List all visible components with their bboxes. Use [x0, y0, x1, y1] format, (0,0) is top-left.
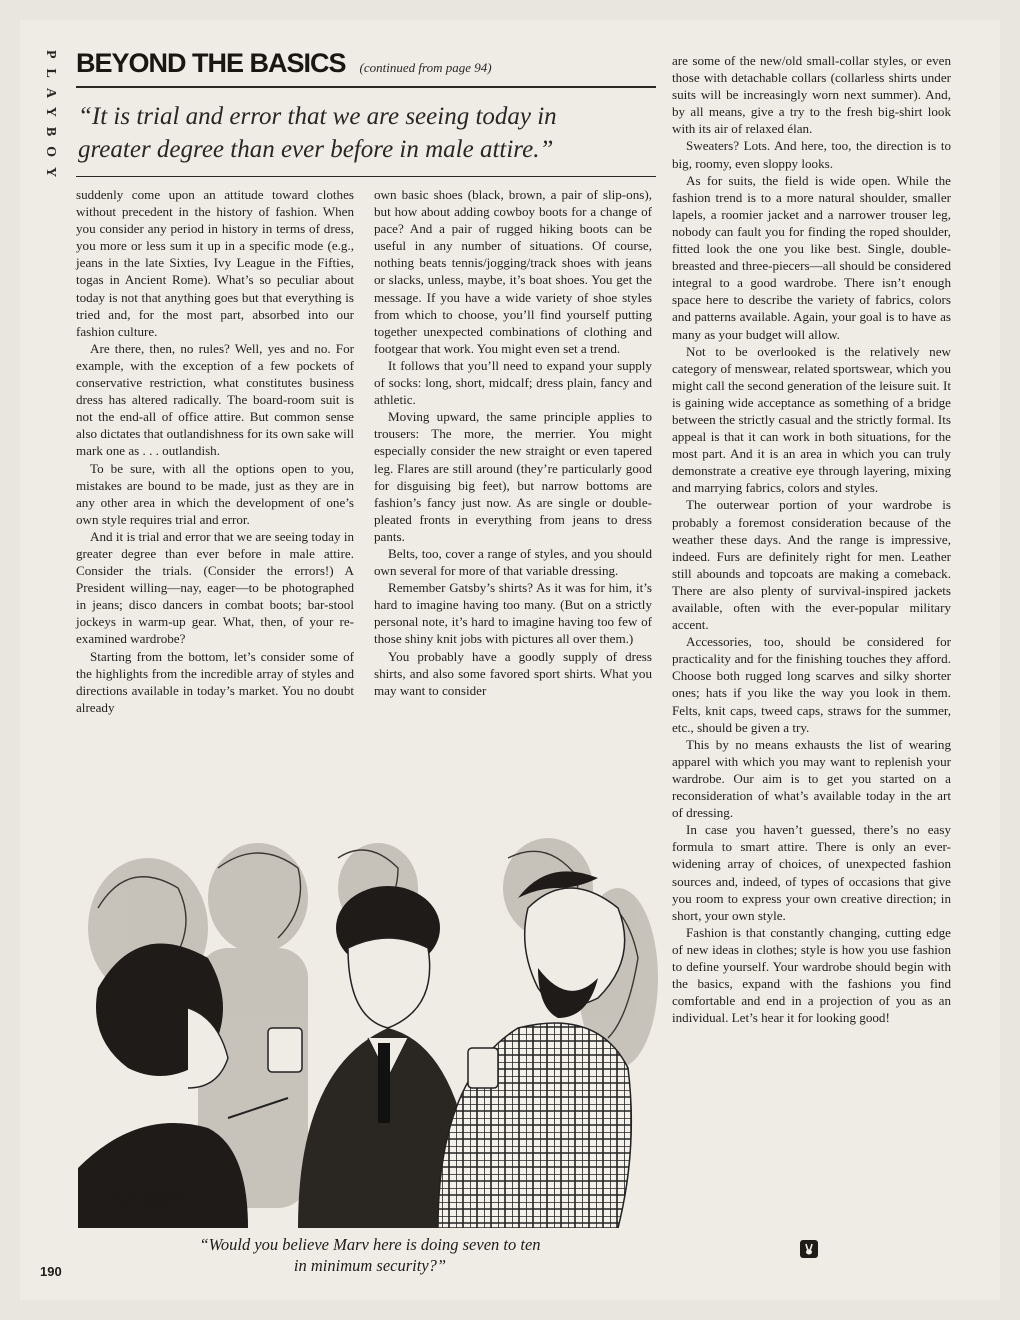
- paragraph: It follows that you’ll need to expand your supply of socks: long, short, midcalf; dress plain, fancy and athletic.: [374, 357, 652, 408]
- cartoon-caption: [120, 1234, 620, 1276]
- side-label-text: PLAYBOY: [43, 50, 58, 188]
- paragraph: As for suits, the field is wide open. While the fashion trend is to a more natural shoulder, smaller lapels, a roomier jacket and a narrower trouser leg, nobody can fault you for finding the roped shoulder, fitted look the one you like best. Single, double-breasted and three-piecers—all should be considered integral to a good wardrobe. There isn’t enough space here to describe the variety of fabrics, colors and patterns available. Again, your goal is to have as many as your budget will allow.: [672, 172, 951, 342]
- caption-line-1: “Would you believe Marv here is doing seven to ten: [199, 1235, 541, 1254]
- paragraph: You probably have a goodly supply of dress shirts, and also some favored sport shirts. What you may want to consider: [374, 648, 652, 698]
- pull-quote-line-2: greater degree than ever before in male attire.”: [78, 136, 554, 163]
- artist-signature: Erikson: [108, 1183, 189, 1212]
- paragraph: In case you haven’t guessed, there’s no easy formula to smart attire. There is only an ever-widening array of choices, of unexpected fashion sources and, indeed, of types of occasions that give you room to express your own creative direction; in short, your own style.: [672, 822, 951, 923]
- cartoon-illustration: [78, 838, 658, 1228]
- pull-quote-line-1: “It is trial and error that we are seeing today in: [78, 103, 557, 130]
- pull-quote: [78, 100, 658, 166]
- paragraph: Remember Gatsby’s shirts? As it was for him, it’s hard to imagine having too many. (But on a strictly personal note, it’s hard to imagine having too few of those shiny knit jobs with pictures all over them.): [374, 580, 652, 647]
- text-column-1: [76, 186, 354, 716]
- paragraph: Are there, then, no rules? Well, yes and no. For example, with the exception of a few pockets of conservative restriction, what constitutes business dress has altered radically. The board-room suit is not the end-all of office attire. But common sense also dictates that outlandishness for its own sake will mark one as . . . outlandish.: [76, 340, 354, 459]
- paragraph: Belts, too, cover a range of styles, and you should own several for more of that variable dressing.: [374, 545, 652, 579]
- paragraph: Accessories, too, should be considered for practicality and for the finishing touches they afford. Choose both rugged long scarves and silky shorter ones; hats if you like the way you look in them. Felts, knit caps, tweed caps, straws for the summer, etc., should be given a try.: [672, 634, 951, 735]
- paragraph: own basic shoes (black, brown, a pair of slip-ons), but how about adding cowboy boots for a change of pace? And a pair of rugged hiking boots can be useful in any number of situations. Of course, nothing beats tennis/jogging/track shoes with jeans or slacks, unless, maybe, it’s boat shoes. You get the message. If you have a wide variety of shoe styles from which to choose, you’ll find yourself putting together unexpected combinations of clothing and footgear that work. You might even set a trend.: [374, 187, 652, 356]
- paragraph: The outerwear portion of your wardrobe is probably a foremost consideration because of the weather these days. And the range is impressive, indeed. Furs are definitely right for men. Leather still abounds and topcoats are making a comeback. There are also plenty of survival-inspired jackets available, often with the ever-popular military accent.: [672, 497, 951, 633]
- paragraph: Moving upward, the same principle applies to trousers: The more, the merrier. You might especially consider the new straight or even tapered leg. Flares are still around (they’re particularly good for disguising big feet), but narrow bottoms are fashion’s fancy just now. As are single or double-pleated fronts in everything from jeans to dress pants.: [374, 409, 652, 544]
- paragraph: This by no means exhausts the list of wearing apparel with which you may want to replenish your wardrobe. Our aim is to get you started on a reconsideration of what’s available today in the art of dressing.: [672, 736, 951, 821]
- text-column-2: [374, 186, 652, 699]
- continued-note: (continued from page 94): [359, 60, 492, 75]
- paragraph: suddenly come upon an attitude toward clothes without precedent in the history of fashion. When you consider any period in history in terms of dress, you more or less sum it up in a specific mode (e.g., jeans in the late Sixties, Ivy League in the Fifties, togas in Ancient Rome). What’s so peculiar about today is not that anything goes but that everything is tried and, for the most part, absorbed into our fashion culture.: [76, 187, 354, 339]
- headline-title: BEYOND THE BASICS: [76, 48, 346, 78]
- paragraph: And it is trial and error that we are seeing today in greater degree than ever before in male attire. Consider the trials. (Consider the errors!) A President willing—nay, eager—to be photographed in jeans; disco dancers in combat boots; bar-stool jockeys in warm-up gear. What, then, of your re-examined wardrobe?: [76, 528, 354, 647]
- rabbit-end-mark-icon: [800, 1240, 818, 1258]
- paragraph: Not to be overlooked is the relatively new category of menswear, related sportswear, which you might call the second generation of the leisure suit. It is gaining wide acceptance as something of a bridge between the strictly casual and the strictly formal. Its appeal is that it can work in both situations, for the most part. And it is an area in which you can truly demonstrate a creative eye through layering, mixing and marrying fabrics, colors and styles.: [672, 343, 951, 496]
- paragraph: Starting from the bottom, let’s consider some of the highlights from the incredible array of styles and directions available in today’s market. You no doubt already: [76, 648, 354, 715]
- magazine-side-label: [36, 50, 58, 200]
- bearded-man-figure: [438, 871, 631, 1228]
- paragraph: To be sure, with all the options open to you, mistakes are bound to be made, just as they are in any other area in which the development of one’s own style requires trial and error.: [76, 460, 354, 527]
- caption-line-2: in minimum security?”: [293, 1256, 447, 1275]
- article-headline: [76, 48, 656, 79]
- page-number: 190: [40, 1264, 62, 1279]
- top-rule: [76, 86, 656, 88]
- pull-quote-rule: [76, 176, 656, 177]
- paragraph: are some of the new/old small-collar styles, or even those with detachable collars (collarless shirts under suits will be increasingly worn next summer). And, by all means, give a try to the fresh big-shirt look with its air of relaxed élan.: [672, 53, 951, 137]
- paragraph: Fashion is that constantly changing, cutting edge of new ideas in clothes; style is how you use fashion to define yourself. Your wardrobe should begin with the basics, expand with the fashions you find comfortable and end in a projection of you as an individual. Let’s hear it for looking good!: [672, 924, 951, 1026]
- paragraph: Sweaters? Lots. And here, too, the direction is to big, roomy, even sloppy looks.: [672, 138, 951, 171]
- text-column-3: [672, 52, 951, 1026]
